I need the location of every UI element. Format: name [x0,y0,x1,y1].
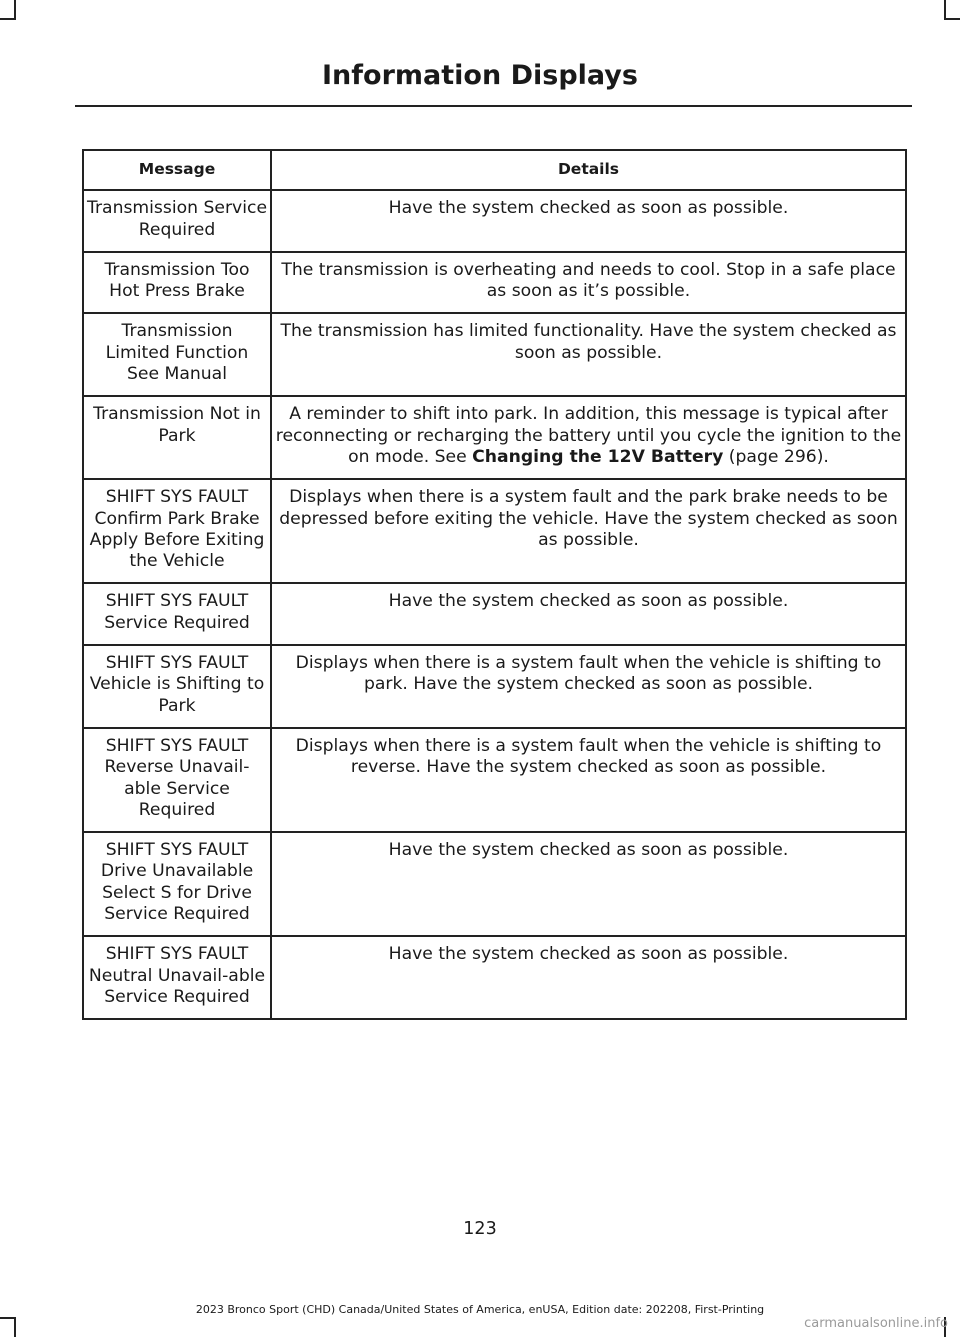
message-cell: SHIFT SYS FAULT Vehicle is Shifting to Park [83,645,271,728]
table-row [83,396,906,479]
crop-mark [0,1317,16,1319]
details-cell: Displays when there is a system fault and the park brake needs to be depressed before exiting the vehicle. Have the system checked as soon as possible. [271,479,906,583]
column-header-details: Details [271,150,906,190]
table-row [83,936,906,1019]
details-cell: Displays when there is a system fault when the vehicle is shifting to park. Have the system checked as soon as possible. [271,645,906,728]
message-cell: SHIFT SYS FAULT Confirm Park Brake Apply Before Exiting the Vehicle [83,479,271,583]
crop-mark [944,18,960,20]
crop-mark [14,0,16,20]
table-row [83,583,906,645]
header-rule [75,105,912,107]
details-cell: Have the system checked as soon as possible. [271,936,906,1019]
details-cell: Have the system checked as soon as possible. [271,832,906,936]
table-header-row [83,150,906,190]
message-cell: Transmission Service Required [83,190,271,252]
details-cell: The transmission has limited functionality. Have the system checked as soon as possible. [271,313,906,396]
page-number: 123 [463,1219,497,1239]
table-row [83,479,906,583]
details-cell: Displays when there is a system fault when the vehicle is shifting to reverse. Have the system checked as soon as possible. [271,728,906,832]
message-cell: Transmission Too Hot Press Brake [83,252,271,314]
message-cell: SHIFT SYS FAULT Service Required [83,583,271,645]
crop-mark [0,18,16,20]
details-cell: Have the system checked as soon as possible. [271,190,906,252]
message-cell: Transmission Not in Park [83,396,271,479]
details-cell: The transmission is overheating and needs to cool. Stop in a safe place as soon as it’s possible. [271,252,906,314]
message-cell: SHIFT SYS FAULT Drive Unavailable Select S for Drive Service Required [83,832,271,936]
table-row [83,645,906,728]
cross-reference-link[interactable]: Changing the 12V Battery [472,446,724,467]
message-cell: SHIFT SYS FAULT Reverse Unavail-able Service Required [83,728,271,832]
table-row [83,832,906,936]
crop-mark [944,0,946,20]
details-cell [271,396,906,479]
table-row [83,728,906,832]
details-cell: Have the system checked as soon as possible. [271,583,906,645]
crop-mark [14,1317,16,1337]
column-header-message: Message [83,150,271,190]
edition-line: 2023 Bronco Sport (CHD) Canada/United States of America, enUSA, Edition date: 202208, First-Printing [195,1303,765,1316]
table-row [83,252,906,314]
message-table [82,149,907,1020]
details-page-ref: (page 296). [723,446,829,467]
watermark: carmanualsonline.info [804,1316,948,1331]
table-row [83,190,906,252]
details-text: A reminder to shift into park. In addition, this message is typical after reconnecting or recharging the battery until you cycle the ignition to the on mode. See [275,404,902,467]
table-row [83,313,906,396]
page-title: Information Displays [322,60,638,91]
message-cell: Transmission Limited Function See Manual [83,313,271,396]
message-cell: SHIFT SYS FAULT Neutral Unavail-able Service Required [83,936,271,1019]
